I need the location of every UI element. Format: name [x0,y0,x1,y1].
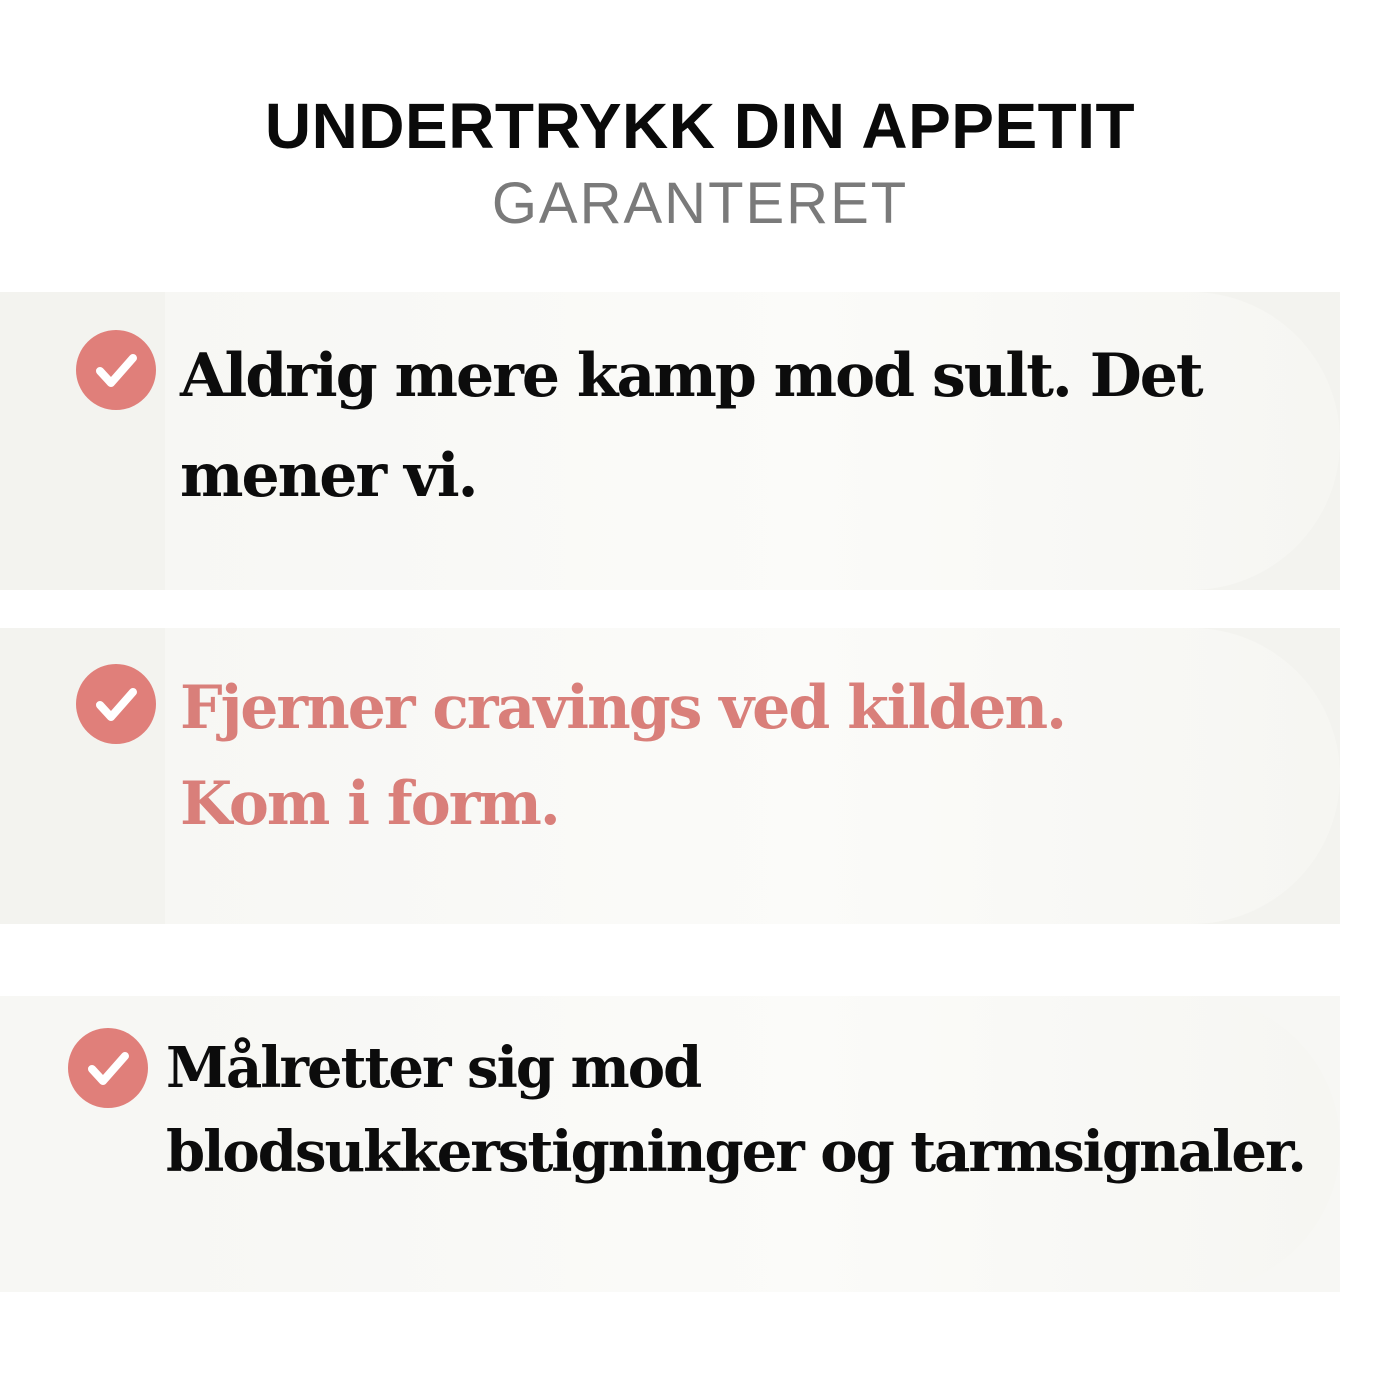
benefit-text-line: Aldrig mere kamp mod sult. Det [180,341,1202,411]
benefit-text-line: blodsukkerstigninger og tarmsignaler. [166,1119,1305,1185]
page-subtitle: GARANTERET [491,171,909,236]
check-circle-icon [76,664,156,744]
page-title: UNDERTRYKK DIN APPETIT [264,90,1136,162]
benefit-text-line: mener vi. [180,441,477,511]
benefit-text-2 [180,660,1270,852]
benefit-text-3 [166,1026,1366,1194]
benefit-text-line: Kom i form. [180,769,559,839]
check-circle-icon [68,1028,148,1108]
benefit-text-line: Fjerner cravings ved kilden. [180,673,1065,743]
check-circle-icon [76,330,156,410]
benefit-text-1 [180,326,1270,526]
benefit-text-line: Målretter sig mod [166,1035,701,1101]
